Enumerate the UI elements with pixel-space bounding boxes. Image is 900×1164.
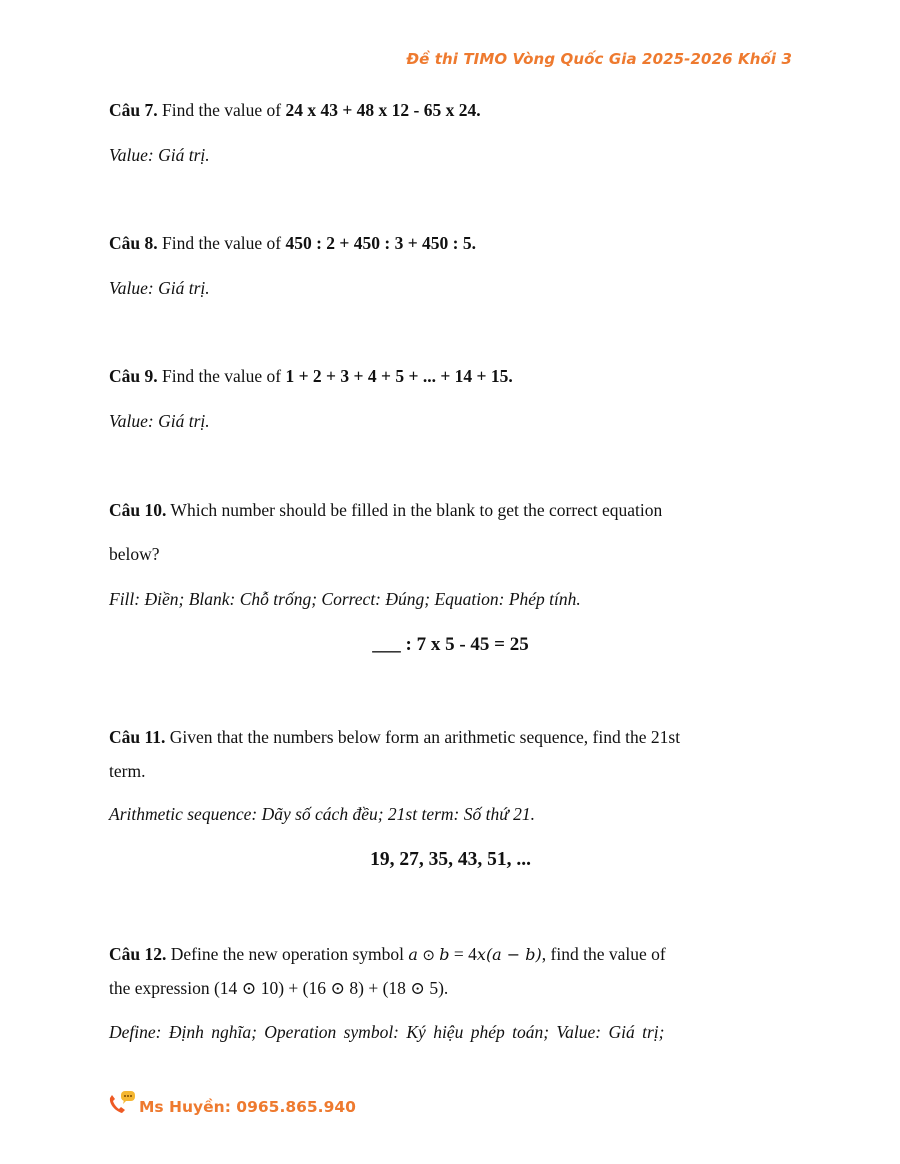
question-12-line2: the expression (14 ⊙ 10) + (16 ⊙ 8) + (18 ⊙ 5). bbox=[109, 978, 449, 998]
question-7 bbox=[109, 100, 481, 121]
question-label: Câu 11. bbox=[109, 727, 166, 747]
phone-chat-icon bbox=[107, 1090, 137, 1116]
question-11 bbox=[109, 727, 680, 748]
odot-operator: ⊙ bbox=[422, 946, 435, 964]
question-text: Which number should be filled in the blank to get the correct equation bbox=[166, 500, 663, 520]
question-text: Define the new operation symbol bbox=[166, 944, 409, 964]
question-label: Câu 10. bbox=[109, 500, 167, 520]
question-8 bbox=[109, 233, 476, 254]
math-var-b: b bbox=[439, 945, 450, 964]
question-8-glossary: Value: Giá trị. bbox=[109, 278, 210, 298]
question-11-line2: term. bbox=[109, 761, 146, 781]
question-11-glossary: Arithmetic sequence: Dãy số cách đều; 21st term: Số thứ 21. bbox=[109, 804, 536, 824]
question-10-line2: below? bbox=[109, 544, 160, 564]
question-12 bbox=[109, 944, 666, 965]
question-10 bbox=[109, 500, 662, 521]
math-equals: = 4 bbox=[449, 944, 477, 964]
question-expression: 450 : 2 + 450 : 3 + 450 : 5. bbox=[285, 233, 477, 253]
question-label: Câu 12. bbox=[109, 944, 167, 964]
question-label: Câu 9. bbox=[109, 366, 158, 386]
question-text: Given that the numbers below form an arithmetic sequence, find the 21st bbox=[165, 727, 681, 747]
question-12-glossary: Define: Định nghĩa; Operation symbol: Ký hiệu phép toán; Value: Giá trị; bbox=[109, 1022, 665, 1042]
question-expression: 24 x 43 + 48 x 12 - 65 x 24. bbox=[285, 100, 481, 120]
footer-contact bbox=[107, 1090, 356, 1116]
question-11-sequence: 19, 27, 35, 43, 51, ... bbox=[370, 849, 531, 870]
question-10-glossary: Fill: Điền; Blank: Chỗ trống; Correct: Đúng; Equation: Phép tính. bbox=[109, 589, 581, 609]
question-9-glossary: Value: Giá trị. bbox=[109, 411, 210, 431]
question-label: Câu 8. bbox=[109, 233, 158, 253]
question-text: Find the value of bbox=[157, 100, 286, 120]
question-text-end: , find the value of bbox=[541, 944, 666, 964]
math-var-a: a bbox=[408, 945, 418, 964]
question-9 bbox=[109, 366, 513, 387]
math-paren: (a − b) bbox=[485, 945, 542, 964]
question-label: Câu 7. bbox=[109, 100, 158, 120]
question-text: Find the value of bbox=[157, 366, 286, 386]
page-header-title: Đề thi TIMO Vòng Quốc Gia 2025-2026 Khối 3 bbox=[406, 50, 792, 68]
footer-contact-text: Ms Huyền: 0965.865.940 bbox=[139, 1098, 356, 1116]
question-7-glossary: Value: Giá trị. bbox=[109, 145, 210, 165]
question-10-equation: ___ : 7 x 5 - 45 = 25 bbox=[372, 634, 529, 655]
question-expression: 1 + 2 + 3 + 4 + 5 + ... + 14 + 15. bbox=[285, 366, 513, 386]
question-text: Find the value of bbox=[157, 233, 286, 253]
math-var-x: x bbox=[476, 945, 486, 964]
